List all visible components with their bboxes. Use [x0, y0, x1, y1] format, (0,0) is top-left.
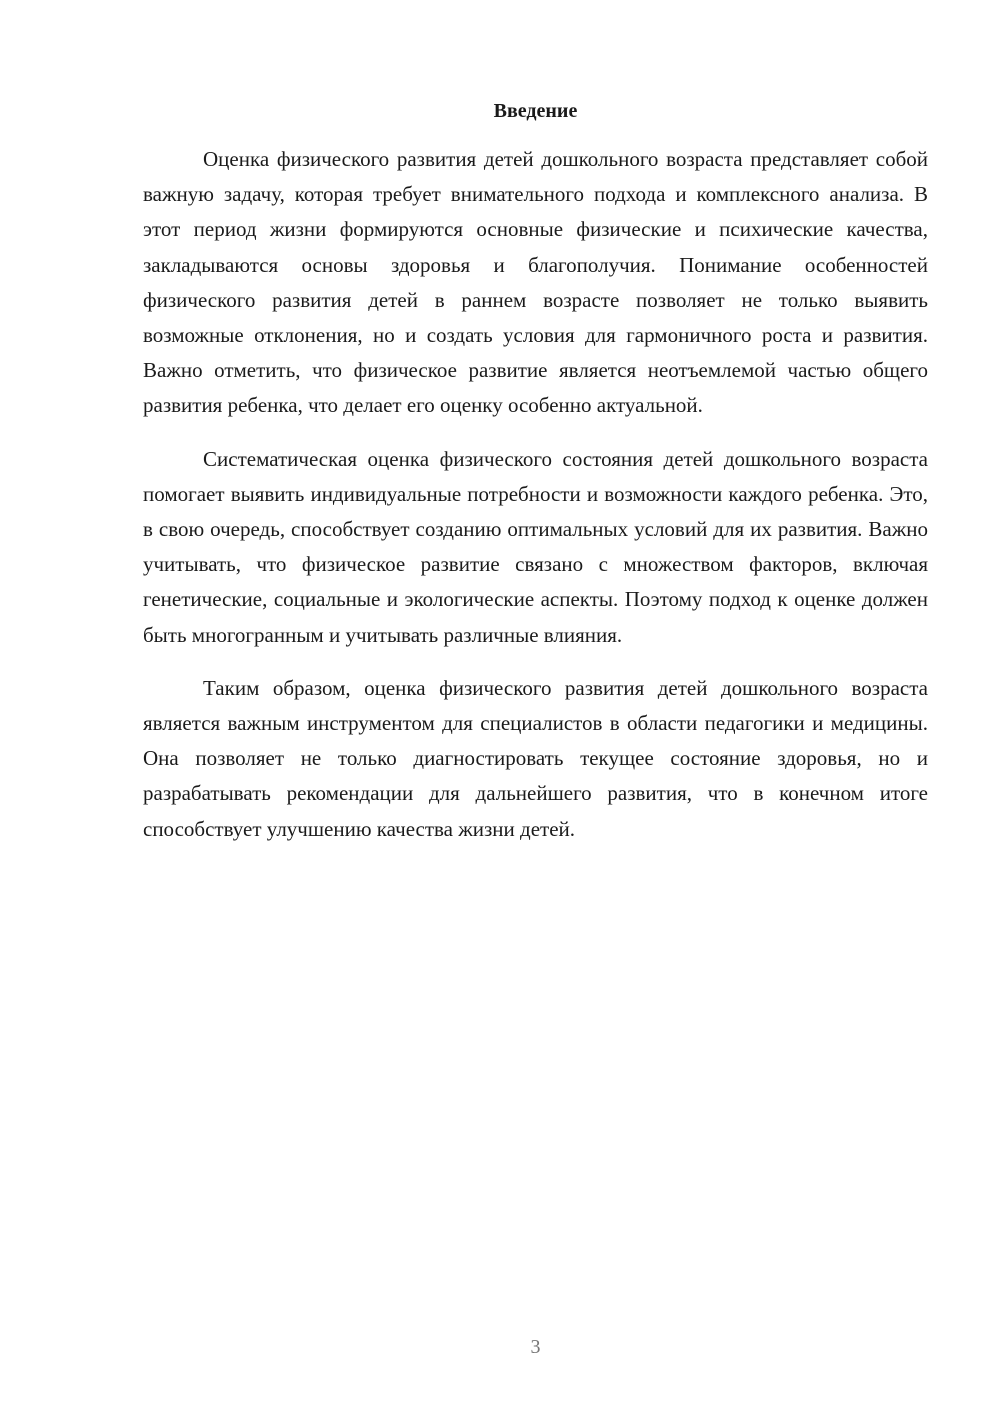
- paragraph-3: Таким образом, оценка физического развития детей дошкольного возраста является важным инструментом для специалистов в области педагогики и медицины. Она позволяет не только диагностировать текущее состояние здоровья, но и разрабатывать рекомендации для дальнейшего развития, что в конечном итоге способствует улучшению качества жизни детей.: [143, 675, 928, 841]
- page-title: Введение: [493, 100, 578, 122]
- paragraph-1: Оценка физического развития детей дошкольного возраста представляет собой важную задачу, которая требует внимательного подхода и комплексного анализа. В этот период жизни формируются основные физические и психические качества, закладываются основы здоровья и благополучия. Понимание особенностей физического развития детей в раннем возрасте позволяет не только выявить возможные отклонения, но и создать условия для гармоничного роста и развития. Важно отметить, что физическое развитие является неотъемлемой частью общего развития ребенка, что делает его оценку особенно актуальной.: [143, 147, 928, 418]
- page-number: 3: [530, 1336, 541, 1358]
- document-body: [143, 142, 928, 865]
- paragraph-2: Систематическая оценка физического состояния детей дошкольного возраста помогает выявить индивидуальные потребности и возможности каждого ребенка. Это, в свою очередь, способствует созданию оптимальных условий для их развития. Важно учитывать, что физическое развитие связано с множеством факторов, включая генетические, социальные и экологические аспекты. Поэтому подход к оценке должен быть многогранным и учитывать различные влияния.: [143, 446, 928, 647]
